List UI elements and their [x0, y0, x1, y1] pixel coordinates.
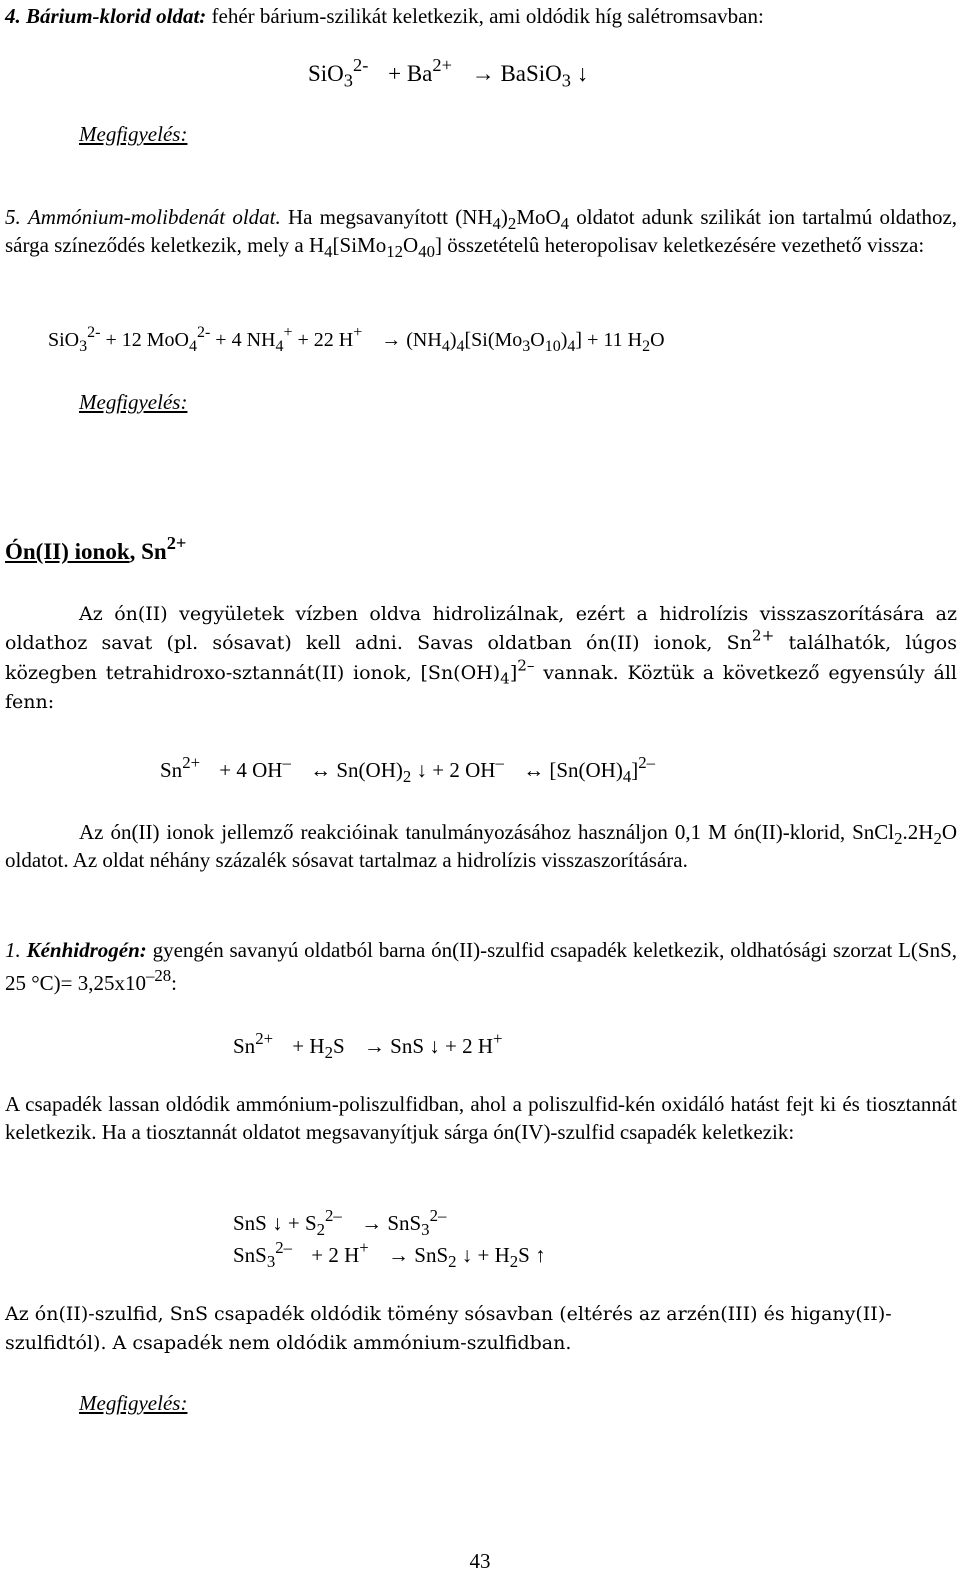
observation-label-1: Megfigyelés:	[79, 122, 188, 146]
equation-barium-silicate: $SiO_3^{2-} + Ba^{2+}$ → BaSiO$_3$ ↓	[308, 54, 589, 91]
precipitate-arrow-icon: ↓	[429, 1034, 440, 1058]
precipitate-arrow-icon: ↓	[272, 1211, 283, 1235]
page-number: 43	[469, 1549, 491, 1573]
item-5-paragraph: 5. Ammónium-molibdenát oldat. Ha megsavanyított $(NH_4)_2MoO_4$ oldatot adunk szilikát ion tartalmú oldathoz, sárga színeződés keletkezik, mely a $H_4[SiMo_{12}O_{40}]$ összetételû heteropolisav keletkezésére vezethető vissza:	[5, 205, 958, 262]
polysulfide-paragraph: A csapadék lassan oldódik ammónium-poliszulfidban, ahol a poliszulfid-kén oxidáló hatást fejt ki és tiosztannát keletkezik. Ha a tiosztannát oldatot megsavanyítjuk sárga ón(IV)-szulfid csapadék keletkezik:	[5, 1092, 957, 1145]
item-1-number: 1.	[5, 938, 21, 962]
equation-tin-sulfide: $Sn^{2+} + H_2S$ → SnS ↓ + 2 H+	[233, 1028, 503, 1063]
item-4-number: 4.	[5, 4, 21, 28]
item-4-line	[5, 2, 764, 30]
precipitate-arrow-icon: ↓	[576, 61, 589, 86]
equation-equilibrium: $Sn^{2+} + 4$ OH– ↔ $Sn(OH)_2$ ↓ + 2 OH– ↔ $[Sn(OH)_4]^{2-}$	[160, 752, 656, 787]
tin-sulfide-solubility-paragraph: Az ón(II)-szulfid, SnS csapadék oldódik tömény sósavban (eltérés az arzén(III) és higany(II)-szulfidtól). A csapadék nem oldódik ammónium-szulfidban.	[5, 1303, 892, 1355]
precipitate-arrow-icon: ↓	[416, 758, 428, 782]
item-4-text: fehér bárium-szilikát keletkezik, ami oldódik híg salétromsavban:	[211, 4, 764, 28]
item-5-number: 5.	[5, 205, 21, 229]
precipitate-arrow-icon: ↓	[461, 1243, 473, 1267]
observation-label-2: Megfigyelés:	[79, 390, 188, 414]
equation-molybdate: SiO$_3^{2-}$ + 12 MoO$_4^{2-}$ + 4 $NH_4^+ + 22$ $H^+ \to (NH_4)_4[Si(Mo_3O_{10})_4] + 11$ $H_2O$	[48, 324, 665, 355]
item-1-paragraph: 1. Kénhidrogén: gyengén savanyú oldatból barna ón(II)-szulfid csapadék keletkezik, oldhatósági szorzat L(SnS, 25 $^\circ C)= 3,25x10^{-28}$:	[5, 938, 958, 995]
item-4-name: Bárium-klorid oldat:	[26, 4, 207, 28]
item-5-name: Ammónium-molibdenát oldat.	[27, 205, 281, 229]
section-heading: Ón(II) ionok, $Sn^{2+}$	[5, 532, 187, 564]
observation-label-3: Megfigyelés:	[79, 1391, 188, 1415]
gas-arrow-icon: ↑	[535, 1243, 546, 1267]
intro-paragraph: Az ón(II) vegyületek vízben oldva hidrolizálnak, ezért a hidrolízis visszaszorítására az oldathoz savat (pl. sósavat) kell adni. Savas oldatban ón(II) ionok, $Sn^{2+}$ találhatók, lúgos közegben tetrahidroxo-sztannát(II) ionok, $[Sn(OH)_4]^{2-}$ vannak. Köztük a következő egyensúly áll fenn:	[5, 603, 957, 714]
equation-thiostannate: SnS ↓ + $S_2^{2-} \to SnS_3^{2-}$	[233, 1205, 447, 1240]
reagent-paragraph: Az ón(II) ionok jellemző reakcióinak tanulmányozásához használjon 0,1 M ón(II)-klorid, $SnCl_2.2H_2O$ oldatot. Az oldat néhány százalék sósavat tartalmaz a hidrolízis visszaszorítására.	[5, 820, 957, 873]
item-1-name: Kénhidrogén:	[26, 938, 147, 962]
equation-tin-iv-sulfide: SnS$_3^{2-}$ + 2 H+ → SnS$_2$ ↓ + $H_2S$ ↑	[233, 1237, 546, 1272]
